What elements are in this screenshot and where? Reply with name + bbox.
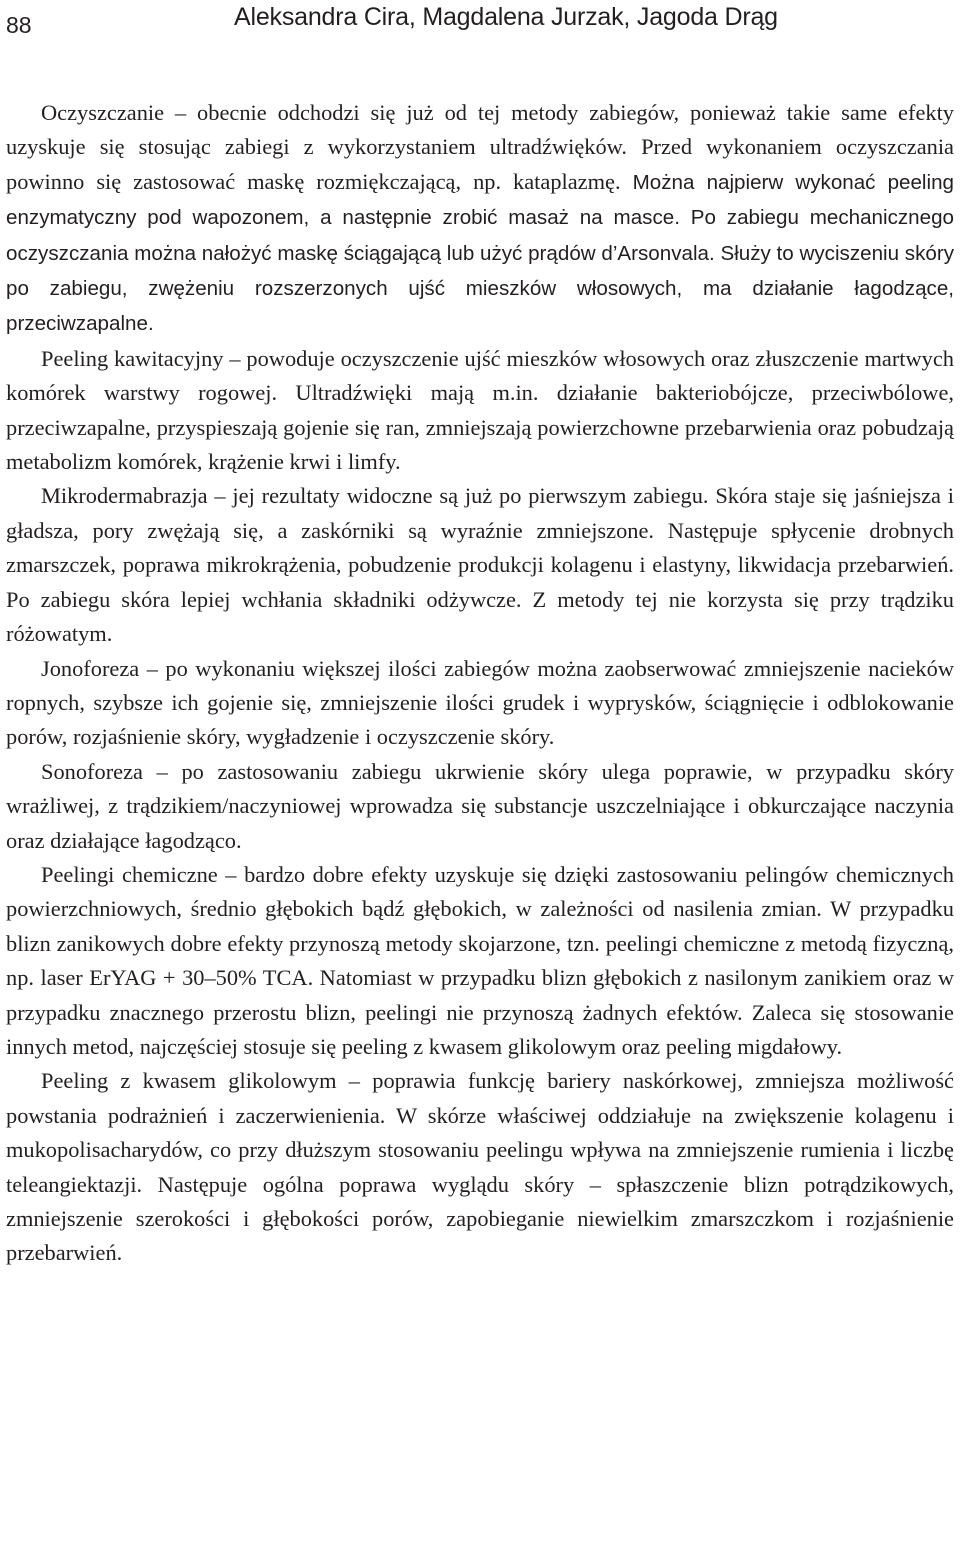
paragraph-oczyszczanie: [6, 96, 954, 342]
page-header: [0, 0, 960, 40]
paragraph-peeling-glikolowy: Peeling z kwasem glikolowym – poprawia funkcję bariery naskórkowej, zmniejsza możliwość powstania podrażnień i zaczerwienienia. W skórze właściwej oddziałuje na zwiększenie kolagenu i mukopolisacharydów, co przy dłuższym stosowaniu peelingu wpływa na zmniejszenie rumienia i liczbę teleangiektazji. Następuje ogólna poprawa wyglądu skóry – spłaszczenie blizn potrądzikowych, zmniejszenie szerokości i głębokości porów, zapobieganie niewielkim zmarszczkom i rozjaśnienie przebarwień.: [6, 1068, 954, 1266]
body-text: [6, 96, 954, 1271]
paragraph-sonoforeza: Sonoforeza – po zastosowaniu zabiegu ukrwienie skóry ulega poprawie, w przypadku skóry wrażliwej, z trądzikiem/naczyniowej wprowadza się substancje uszczelniające i obkurczające naczynia oraz działające łagodząco.: [6, 758, 954, 853]
paragraph-peeling-kawitacyjny: Peeling kawitacyjny – powoduje oczyszczenie ujść mieszków włosowych oraz złuszczenie martwych komórek warstwy rogowej. Ultradźwięki mają m.in. działanie bakteriobójcze, przeciwbólowe, przeciwzapalne, przyspieszają gojenie się ran, zmniejszają powierzchowne przebarwienia oraz pobudzają metabolizm komórek, krążenie krwi i limfy.: [6, 345, 954, 475]
page-number: 88: [6, 12, 32, 38]
paragraph-peelingi-chemiczne: Peelingi chemiczne – bardzo dobre efekty uzyskuje się dzięki zastosowaniu pelingów chemicznych powierzchniowych, średnio głębokich bądź głębokich, w zależności od nasilenia zmian. W przypadku blizn zanikowych dobre efekty przynoszą metody skojarzone, tzn. peelingi chemiczne z metodą fizyczną, np. laser ErYAG + 30–50% TCA. Natomiast w przypadku blizn głębokich z nasilonym zanikiem oraz w przypadku znacznego przerostu blizn, peelingi nie przynoszą żadnych efektów. Zaleca się stosowanie innych metod, najczęściej stosuje się peeling z kwasem glikolowym oraz peeling migdałowy.: [6, 861, 954, 1059]
paragraph-oczyszczanie-serif: Oczyszczanie – obecnie odchodzi się już od tej metody zabiegów, ponieważ takie same efekty uzyskuje się stosując zabiegi z wykorzystaniem ultradźwięków. Przed wykonaniem oczyszczania powinno się zastosować maskę rozmiękczającą, np. kataplazmę.: [6, 100, 954, 194]
paragraph-oczyszczanie-sans: Można najpierw wykonać peeling enzymatyczny pod wapozonem, a następnie zrobić masaż na masce. Po zabiegu mechanicznego oczyszczania można nałożyć maskę ściągającą lub użyć prądów d’Arsonvala. Służy to wyciszeniu skóry po zabiegu, zwężeniu rozszerzonych ujść mieszków włosowych, ma działanie łagodzące, przeciwzapalne.: [6, 170, 954, 336]
paragraph-jonoforeza: Jonoforeza – po wykonaniu większej ilości zabiegów można zaobserwować zmniejszenie nacieków ropnych, szybsze ich gojenie się, zmniejszenie ilości grudek i wyprysków, ściągnięcie i odblokowanie porów, rozjaśnienie skóry, wygładzenie i oczyszczenie skóry.: [6, 655, 954, 750]
paragraph-mikrodermabrazja: Mikrodermabrazja – jej rezultaty widoczne są już po pierwszym zabiegu. Skóra staje się jaśniejsza i gładsza, pory zwężają się, a zaskórniki są wyraźnie zmniejszone. Następuje spłycenie drobnych zmarszczek, poprawa mikrokrążenia, pobudzenie produkcji kolagenu i elastyny, likwidacja przebarwień. Po zabiegu skóra lepiej wchłania składniki odżywcze. Z metody tej nie korzysta się przy trądziku różowatym.: [6, 483, 954, 647]
running-head-authors: Aleksandra Cira, Magdalena Jurzak, Jagoda Drąg: [234, 3, 778, 31]
